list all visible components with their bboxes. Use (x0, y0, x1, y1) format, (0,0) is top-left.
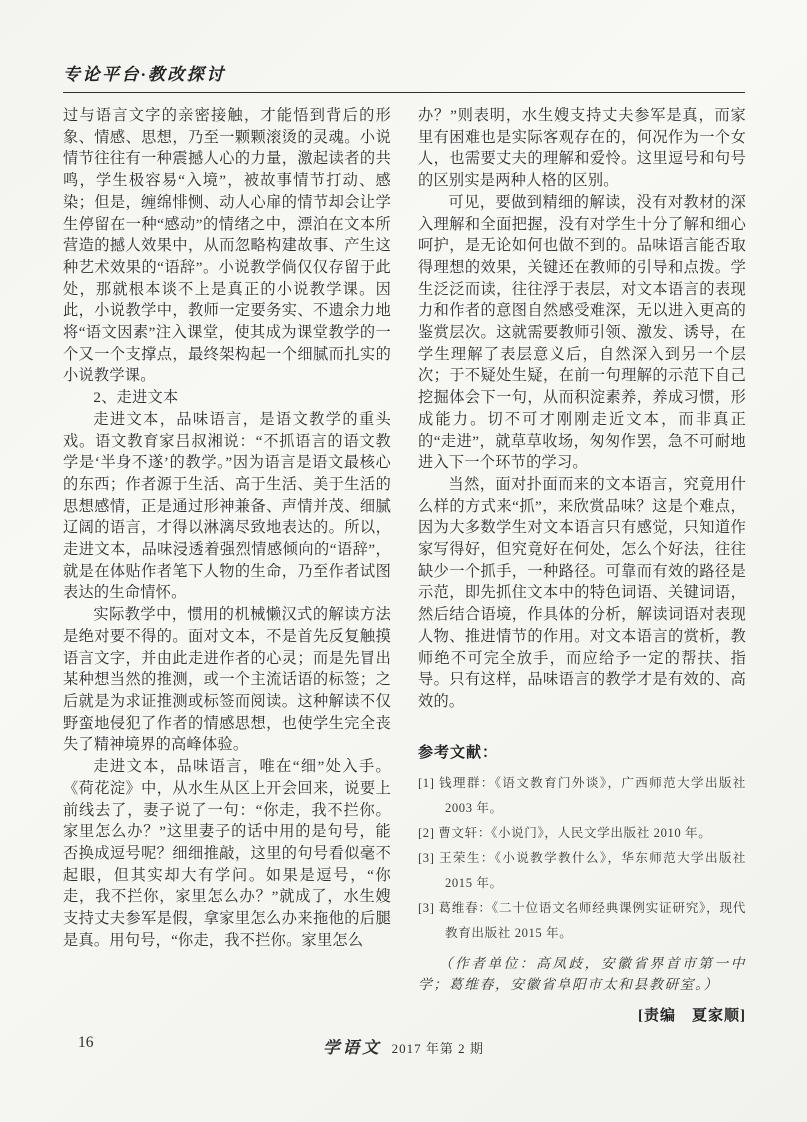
page-number: 16 (78, 1034, 94, 1051)
paragraph: 走进文本，品味语言，是语文教学的重头戏。语文教育家吕叔湘说：“不抓语言的语文教学是‘半身不遂’的教学。”因为语言是语文最核心的东西；作者源于生活、高于生活、美于生活的思想感情，正是通过形神兼备、声情并茂、细腻辽阔的语言，才得以淋漓尽致地表达的。所以，走进文本，品味浸透着强烈情感倾向的“语辞”，就是在体贴作者笔下人物的生命，乃至作者试图表达的生命情怀。 (63, 410, 391, 602)
paragraph-continuation: 办？”则表明，水生嫂支持丈夫参军是真，而家里有困难也是实际客观存在的，何况作为一个女人，也需要丈夫的理解和爱怜。这里逗号和句号的区别实是两种人格的区别。 (418, 107, 746, 190)
page-content (63, 60, 745, 1025)
paragraph: 走进文本，品味语言，唯在“细”处入手。《荷花淀》中，从水生从区上开会回来，说要上前线去了，妻子说了一句：“你走，我不拦你。家里怎么办？”这里妻子的话中用的是句号，能否换成逗号呢？细细推敲，这里的句号看似毫不起眼，但其实却大有学问。如果是逗号，“你走，我不拦你，家里怎么办？”就成了，水生嫂支持丈夫参军是假，拿家里怎么办来拖他的后腿是真。用句号，“你走，我不拦你。家里怎么 (63, 758, 391, 949)
paragraph: 实际教学中，惯用的机械懒汉式的解读方法是绝对要不得的。面对文本，不是首先反复触摸语言文字，并由此走进作者的心灵；而是先冒出某种想当然的推测，或一个主流话语的标签；之后就是为求证推测或标签而阅读。这种解读不仅野蛮地侵犯了作者的情感思想，也使学生完全丧失了精神境界的高峰体验。 (63, 606, 391, 754)
right-column (418, 105, 746, 1025)
subsection-heading: 2、走进文本 (93, 389, 179, 407)
two-column-body (63, 105, 745, 1025)
paragraph: 可见，要做到精细的解读，没有对教材的深入理解和全面把握，没有对学生十分了解和细心呵护，是无论如何也做不到的。品味语言能否取得理想的效果，关键还在教师的引导和点拨。学生泛泛而读，往往浮于表层，对文本语言的表现力和作者的意图自然感受难深，无以进入更高的鉴赏层次。这就需要教师引领、激发、诱导，在学生理解了表层意义后，自然深入到另一个层次；于不疑处生疑，在前一句理解的示范下自己挖掘体会下一句，从而积淀素养，养成习惯，形成能力。切不可才刚刚走近文本，而非真正的“走进”，就草草收场，匆匆作罢，急不可耐地进入下一个环节的学习。 (418, 193, 746, 472)
journal-footer (0, 1034, 807, 1058)
references-heading: 参考文献： (418, 744, 499, 761)
section-header: 专论平台·教改探讨 (63, 60, 745, 93)
journal-title: 学语文 (323, 1038, 382, 1057)
author-affiliation-note: （作者单位：高凤歧，安徽省界首市第一中学；葛维春，安徽省阜阳市太和县教研室。） (418, 955, 746, 993)
reference-item: [1] 钱理群：《语文教育门外谈》，广西师范大学出版社 2003 年。 (418, 775, 746, 815)
references-section (418, 741, 746, 1025)
editor-credit: [责编 夏家顺] (638, 1007, 746, 1024)
reference-item: [3] 王荣生：《小说教学教什么》，华东师范大学出版社 2015 年。 (418, 850, 746, 890)
journal-issue: 2017 年第 2 期 (391, 1041, 484, 1056)
paragraph: 当然，面对扑面而来的文本语言，究竟用什么样的方式来“抓”，来欣赏品味？这是个难点，因为大多数学生对文本语言只有感觉，只知道作家写得好，但究竟好在何处，怎么个好法，往往缺少一个抓手，一种路径。可靠而有效的路径是示范，即先抓住文本中的特色词语、关键词语，然后结合语境，作具体的分析，解读词语对表现人物、推进情节的作用。对文本语言的赏析，教师绝不可完全放手，而应给予一定的帮扶、指导。只有这样，品味语言的教学才是有效的、高效的。 (418, 475, 746, 710)
reference-item: [2] 曹文轩：《小说门》，人民文学出版社 2010 年。 (418, 825, 712, 840)
left-column (63, 105, 391, 1025)
paragraph-continuation: 过与语言文字的亲密接触，才能悟到背后的形象、情感、思想，乃至一颗颗滚烫的灵魂。小说情节往往有一种震撼人心的力量，激起读者的共鸣，学生极容易“入境”，被故事情节打动、感染；但是，缠绵悱恻、动人心扉的情节却会让学生停留在一种“感动”的情绪之中，漂泊在文本所营造的撼人效果中，从而忽略构建故事、产生这种艺术效果的“语辞”。小说教学倘仅仅存留于此处，那就根本谈不上是真正的小说教学课。因此，小说教学中，教师一定要务实、不遗余力地将“语文因素”注入课堂，使其成为课堂教学的一个又一个支撑点，最终架构起一个细腻而扎实的小说教学课。 (63, 107, 391, 385)
reference-item: [3] 葛维春：《二十位语文名师经典课例实证研究》，现代教育出版社 2015 年。 (418, 900, 746, 940)
